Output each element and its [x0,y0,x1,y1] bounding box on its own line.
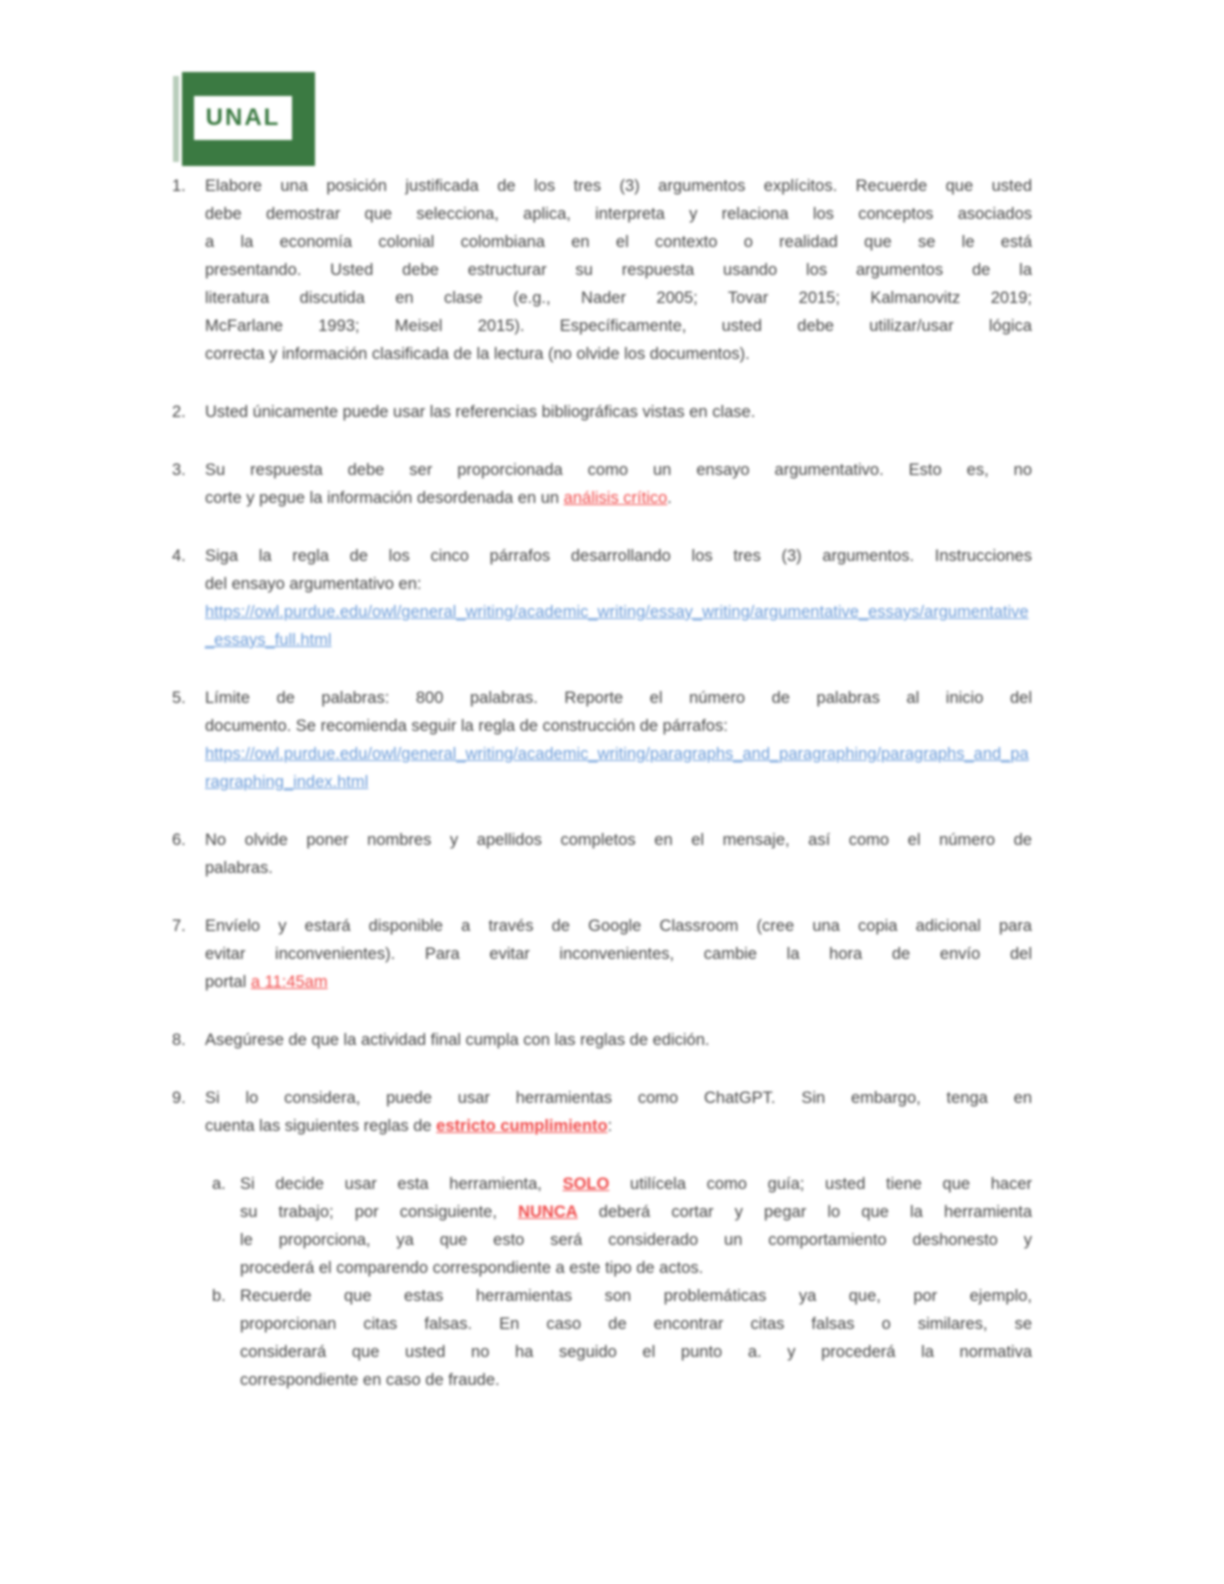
red-emphasis: estricto cumplimiento [436,1117,608,1135]
text-line: a la economía colonial colombiana en el contexto o realidad que se le está [205,233,1032,251]
list-item-3 [172,456,1032,512]
text-line: Envíelo y estará disponible a través de Google Classroom (cree una copia adicional para [205,917,1032,935]
item-body [205,542,1032,654]
unal-logo [182,72,315,166]
item-body [240,1282,1032,1394]
item-number: 6. [172,831,186,849]
red-emphasis: análisis crítico [563,489,668,507]
text-line [205,1112,1032,1140]
instructions-list [172,172,1032,1394]
text-line: Si lo considera, puede usar herramientas como ChatGPT. Sin embargo, tenga en [205,1089,1032,1107]
text-segment: portal [205,973,251,991]
text-segment: cuenta las siguientes reglas de [205,1117,437,1135]
text-line: le proporciona, ya que esto será considerado un comportamiento deshonesto y [240,1231,1032,1249]
text-segment: Si decide usar esta herramienta, [240,1175,563,1193]
item-body [205,1026,1032,1054]
link-line [205,740,1032,796]
text-segment: corte y pegue la información desordenada en un [205,489,564,507]
text-line: Siga la regla de los cinco párrafos desarrollando los tres (3) argumentos. Instrucciones [205,547,1032,565]
hyperlink-argumentative-essays[interactable]: https://owl.purdue.edu/owl/general_writing/academic_writing/essay_writing/argumentative_essays/argumentative_essays_full.html [205,603,1029,649]
item-number: 7. [172,917,186,935]
item-body [240,1170,1032,1282]
text-line: literatura discutida en clase (e.g., Nader 2005; Tovar 2015; Kalmanovitz 2019; [205,289,1032,307]
item-number: 1. [172,177,186,195]
unal-logo-band [194,96,292,140]
item-number: 4. [172,547,186,565]
text-line: Asegúrese de que la actividad final cumpla con las reglas de edición. [205,1031,710,1049]
red-emphasis-nunca: NUNCA [518,1203,578,1221]
list-item-8 [172,1026,1032,1054]
text-line: presentando. Usted debe estructurar su respuesta usando los argumentos de la [205,261,1032,279]
text-segment: . [667,489,672,507]
item-number: 8. [172,1031,186,1049]
text-line: del ensayo argumentativo en: [205,575,422,593]
red-deadline: a 11:45am [250,973,328,991]
text-segment: : [607,1117,613,1135]
list-subitem-b [172,1282,1032,1394]
text-line: Usted únicamente puede usar las referencias bibliográficas vistas en clase. [205,403,756,421]
item-letter: a. [212,1175,226,1193]
list-item-2 [172,398,1032,426]
item-body [205,1084,1032,1140]
list-item-4 [172,542,1032,654]
unal-logo-text: UNAL [205,104,281,131]
text-line: palabras. [205,859,273,877]
text-line: Elabore una posición justificada de los tres (3) argumentos explícitos. Recuerde que usted [205,177,1032,195]
text-line: Límite de palabras: 800 palabras. Reporte el número de palabras al inicio del [205,689,1032,707]
item-body [205,684,1032,796]
text-line: correcta y información clasificada de la lectura (no olvide los documentos). [205,345,750,363]
text-line: correspondiente en caso de fraude. [240,1371,500,1389]
list-subitem-a [172,1170,1032,1282]
item-number: 2. [172,403,186,421]
item-body [205,826,1032,882]
item-number: 9. [172,1089,186,1107]
item-number: 5. [172,689,186,707]
text-line: No olvide poner nombres y apellidos completos en el mensaje, así como el número de [205,831,1032,849]
text-line: Su respuesta debe ser proporcionada como un ensayo argumentativo. Esto es, no [205,461,1032,479]
text-line: considerará que usted no ha seguido el punto a. y procederá la normativa [240,1343,1032,1361]
text-line [205,968,1032,996]
red-emphasis-solo: SOLO [562,1175,610,1193]
text-segment: utilícela como guía; usted tiene que hacer [609,1175,1032,1193]
text-line: debe demostrar que selecciona, aplica, interpreta y relaciona los conceptos asociados [205,205,1032,223]
text-line: proporcionan citas falsas. En caso de encontrar citas falsas o similares, se [240,1315,1032,1333]
item-body [205,398,1032,426]
text-segment: su trabajo; por consiguiente, [240,1203,519,1221]
hyperlink-paragraphing[interactable]: https://owl.purdue.edu/owl/general_writing/academic_writing/paragraphs_and_paragraphing/paragraphs_and_paragraphing_index.html [205,745,1029,791]
list-item-6 [172,826,1032,882]
text-line: Recuerde que estas herramientas son problemáticas ya que, por ejemplo, [240,1287,1032,1305]
list-item-9 [172,1084,1032,1140]
item-body [205,912,1032,996]
list-item-1 [172,172,1032,368]
text-line [240,1170,1032,1198]
text-line [240,1198,1032,1226]
item-body [205,456,1032,512]
text-line: McFarlane 1993; Meisel 2015). Específicamente, usted debe utilizar/usar lógica [205,317,1032,335]
text-segment: deberá cortar y pegar lo que la herramienta [577,1203,1032,1221]
link-line [205,598,1032,654]
text-line: evitar inconvenientes). Para evitar inconvenientes, cambie la hora de envío del [205,945,1032,963]
item-body [205,172,1032,368]
text-line [205,484,1032,512]
list-item-5 [172,684,1032,796]
text-line: documento. Se recomienda seguir la regla de construcción de párrafos: [205,717,728,735]
list-item-7 [172,912,1032,996]
item-letter: b. [212,1287,226,1305]
item-number: 3. [172,461,186,479]
text-line: procederá el comparendo correspondiente a este tipo de actos. [240,1259,704,1277]
